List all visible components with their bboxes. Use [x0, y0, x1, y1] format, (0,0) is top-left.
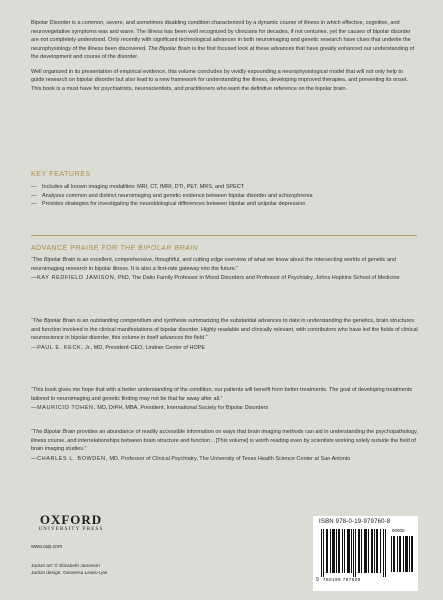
quote-attribution: —CHARLES L. BOWDEN, MD, Professor of Clinical Psychiatry, The University of Texas Health Science Center at San Antonio — [31, 455, 351, 462]
list-item: — Provides strategies for investigating the neurobiological differences between bipolar and unipolar depression — [31, 201, 306, 208]
jacket-credits: Jacket art: © Elizabeth Jameson Jacket design: Gerarena Lewis-Lyte — [31, 564, 108, 576]
description-paragraph-2: Well organized in its presentation of empirical evidence, this volume concludes by vividly expounding a neurophysiological model that will not only help to guide research on bipolar disorder but also lead to a new framework for understanding the illness, developing improved therapies, and preventing its onset. This book is a must have for psychiatrists, neuroscientists, and practitioners who want the definitive reference on the bipolar brain. — [31, 68, 408, 92]
book-title: The Bipolar Brain — [148, 45, 191, 52]
publisher-website: www.oup.com — [31, 544, 63, 550]
praise-quote: “This book gives me hope that with a better understanding of the condition, our patients will benefit from better treatments. The goal of developing treatments tailored to neuroimaging and genetic finding may not be that far away after all.” —MAURICIO TOHEN, MD, DrPH, MBA, President, International Society for Bipolar Disorders — [31, 386, 421, 413]
barcode-leading-digit: 9 — [316, 577, 319, 583]
barcode-addon-icon — [391, 536, 413, 572]
publisher-logo: OXFORD UNIVERSITY PRESS — [38, 512, 104, 532]
isbn-barcode — [313, 516, 418, 591]
barcode-main-icon — [321, 529, 387, 577]
description — [31, 19, 416, 93]
praise-quote: “The Bipolar Brain is an outstanding compendium and synthesis summarizing the substantial advances to date in understanding the genetics, brain structures and function involved in the clinical manifestations of bipolar disorder. Highly readable and clinically relevant, with contributors who have led the fields of clinical neuroscience in bipolar disorder, this volume in itself advances the field.” —PAUL E. KECK, Jr., MD, President-CEO, Lindner Center of HOPE — [31, 317, 421, 352]
description-paragraph-1: Bipolar Disorder is a common, severe, and sometimes disabling condition characterized by a dynamic course of illness in which effective, cognitive, and neurovegetative symptoms wax and wane. The illness has been well recognized by clinicians for decades, if not centuries, yet the causes of bipolar disorder are not completely understood. Only recently with significant technological advances in both neuroimaging and genetic research have clues that underlie the neurophysiology of the illness been discovered. The Bipolar Brain is the first focused look at these advances that have greatly enhanced our understanding of the development and course of the disorder. — [31, 20, 415, 61]
price-code: 90000 — [392, 528, 405, 533]
quote-attribution: —MAURICIO TOHEN, MD, DrPH, MBA, President, International Society for Bipolar Disorders — [31, 405, 269, 412]
list-item: — Includes all known imaging modalities: MRI, CT, fMRI, DTI, PET, MRS, and SPECT — [31, 184, 245, 190]
praise-quote: “The Bipolar Brain provides an abundance of readily accessible information on ways that brain imaging methods can aid in understanding the psychopathology, illness course, and interrelationships between brain structure and function…[This volume] is worth reading even by scientists working solely outside the field of brain imaging studies.” —CHARLES L. BOWDEN, MD, Professor of Clinical Psychiatry, The University of Texas Health Science Center at San Antonio — [31, 428, 421, 463]
praise-quote: “The Bipolar Brain is an excellent, comprehensive, thoughtful, and cutting edge overview of what we know about the intersecting worlds of genetic and neuroimaging research in bipolar illness. It is also a first-rate gateway into the future.” —KAY REDFIELD JAMISON, PhD, The Dalio Family Professor in Mood Disorders and Professor of Psychiatry, Johns Hopkins School of Medicine — [31, 256, 421, 283]
list-item: — Analyzes common and distinct neuroimaging and genetic evidence between bipolar disorder and schizophrenia — [31, 192, 313, 199]
section-divider — [31, 235, 417, 236]
quote-attribution: —PAUL E. KECK, Jr., MD, President-CEO, Lindner Center of HOPE — [31, 344, 206, 351]
isbn-label: ISBN 978-0-19-979760-8 — [319, 519, 391, 525]
barcode-digits: 780199 797608 — [323, 577, 361, 582]
key-features-heading: KEY FEATURES — [31, 171, 91, 178]
quote-attribution: —KAY REDFIELD JAMISON, PhD, The Dalio Family Professor in Mood Disorders and Professor of Psychiatry, Johns Hopkins School of Medicine — [31, 275, 400, 282]
key-features-list — [31, 183, 421, 209]
advance-praise-heading: ADVANCE PRAISE FOR THE BIPOLAR BRAIN — [31, 245, 199, 252]
